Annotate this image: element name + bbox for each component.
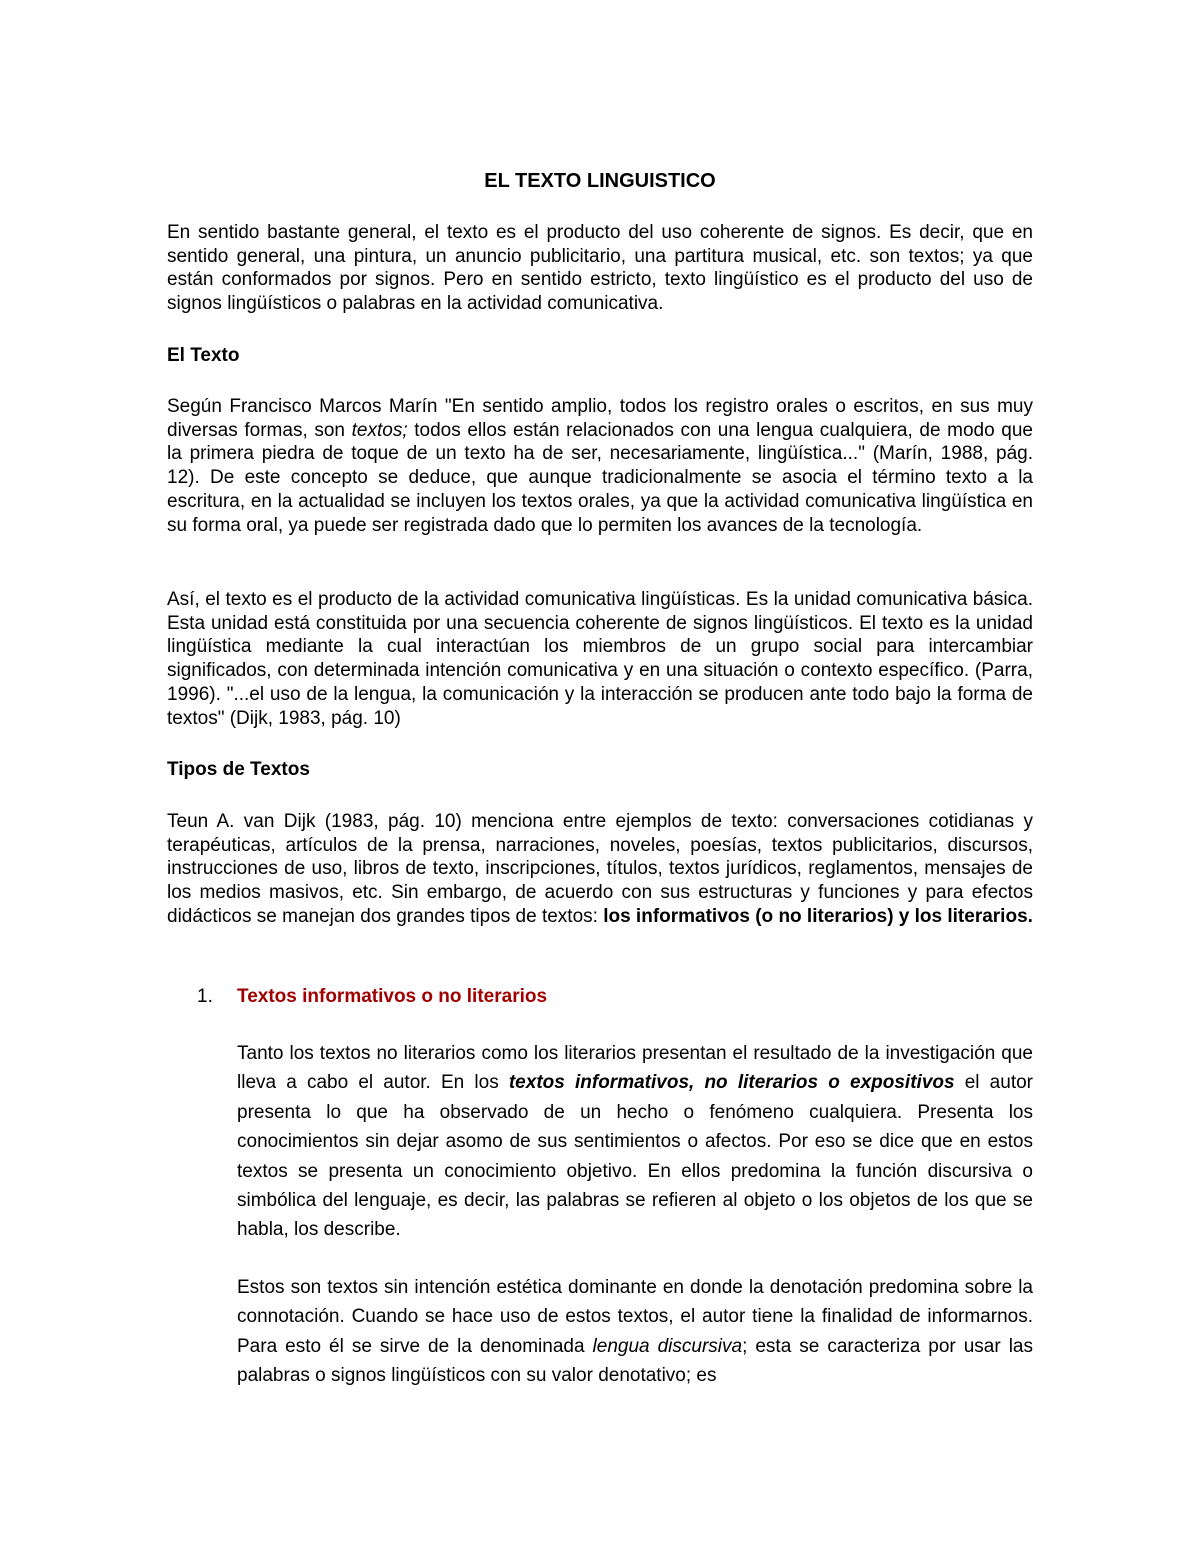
- el-texto-paragraph-2: Así, el texto es el producto de la actividad comunicativa lingüísticas. Es la unidad comunicativa básica. Esta unidad está constituida por una secuencia coherente de signos lingüísticos. El texto es la unidad lingüística mediante la cual interactúan los miembros de un grupo social para intercambiar significados, con determinada intención comunicativa y en una situación o contexto específico. (Parra, 1996). "...el uso de la lengua, la comunicación y la interacción se producen ante todo bajo la forma de textos" (Dijk, 1983, pág. 10): [167, 589, 1033, 729]
- text-run: Tanto los textos no literarios como los literarios presentan el resultado de la investigación que lleva a cabo el autor. En los: [237, 1043, 1033, 1094]
- document-title: EL TEXTO LINGUISTICO: [484, 170, 716, 192]
- bold-italic-run: textos informativos, no literarios o expositivos: [508, 1072, 955, 1094]
- bold-run: los informativos (o no literarios) y los literarios.: [603, 905, 1033, 927]
- text-run: Teun A. van Dijk (1983, pág. 10) menciona entre ejemplos de texto: conversaciones cotidianas y terapéuticas, artículos de la prensa, narraciones, noveles, poesías, textos publicitarios, discursos, instrucciones de uso, libros de texto, inscripciones, títulos, textos jurídicos, reglamentos, mensajes de los medios masivos, etc. Sin embargo, de acuerdo con sus estructuras y funciones y para efectos didácticos se manejan dos grandes tipos de textos:: [167, 811, 1033, 927]
- text-run: ; esta se caracteriza por usar las palabras o signos lingüísticos con su valor denotativo; es: [237, 1335, 1033, 1387]
- text-run: todos ellos están relacionados con una lengua cualquiera, de modo que la primera piedra de toque de un texto ha de ser, necesariamente, lingüística..." (Marín, 1988, pág. 12). De este concepto se deduce, que aunque tradicionalmente se asocia el término texto a la escritura, en la actualidad se incluyen los textos orales, ya que la actividad comunicativa lingüística en su forma oral, ya puede ser registrada dado que lo permiten los avances de la tecnología.: [167, 419, 1033, 536]
- intro-paragraph: En sentido bastante general, el texto es el producto del uso coherente de signos. Es decir, que en sentido general, una pintura, un anuncio publicitario, una partitura musical, etc. son textos; ya que están conformados por signos. Pero en sentido estricto, texto lingüístico es el producto del uso de signos lingüísticos o palabras en la actividad comunicativa.: [167, 222, 1033, 315]
- informativos-paragraph-1: [237, 1039, 1033, 1245]
- text-run: Según Francisco Marcos Marín "En sentido amplio, todos los registro orales o escritos, en sus muy diversas formas, son: [167, 396, 1033, 441]
- text-run: el autor presenta lo que ha observado de un hecho o fenómeno cualquiera. Presenta los conocimientos sin dejar asomo de sus sentimientos o afectos. Por eso se dice que en estos textos se presenta un conocimiento objetivo. En ellos predomina la función discursiva o simbólica del lenguaje, es decir, las palabras se refieren al objeto o los objetos de los que se habla, los describe.: [237, 1072, 1033, 1241]
- section-heading-el-texto: El Texto: [167, 345, 240, 366]
- list-item-heading: [197, 985, 547, 1009]
- text-run: Estos son textos sin intención estética dominante en donde la denotación predomina sobre la connotación. Cuando se hace uso de estos textos, el autor tiene la finalidad de informarnos. Para esto él se sirve de la denominada: [237, 1277, 1033, 1357]
- list-heading-text: Textos informativos o no literarios: [237, 986, 548, 1007]
- list-number: 1.: [197, 986, 213, 1007]
- informativos-paragraph-2: [237, 1273, 1033, 1391]
- italic-run: lengua discursiva: [592, 1335, 743, 1357]
- italic-run: textos;: [351, 419, 408, 441]
- tipos-paragraph-1: [167, 810, 1033, 929]
- section-heading-tipos-de-textos: Tipos de Textos: [167, 759, 310, 780]
- el-texto-paragraph-1: [167, 395, 1033, 537]
